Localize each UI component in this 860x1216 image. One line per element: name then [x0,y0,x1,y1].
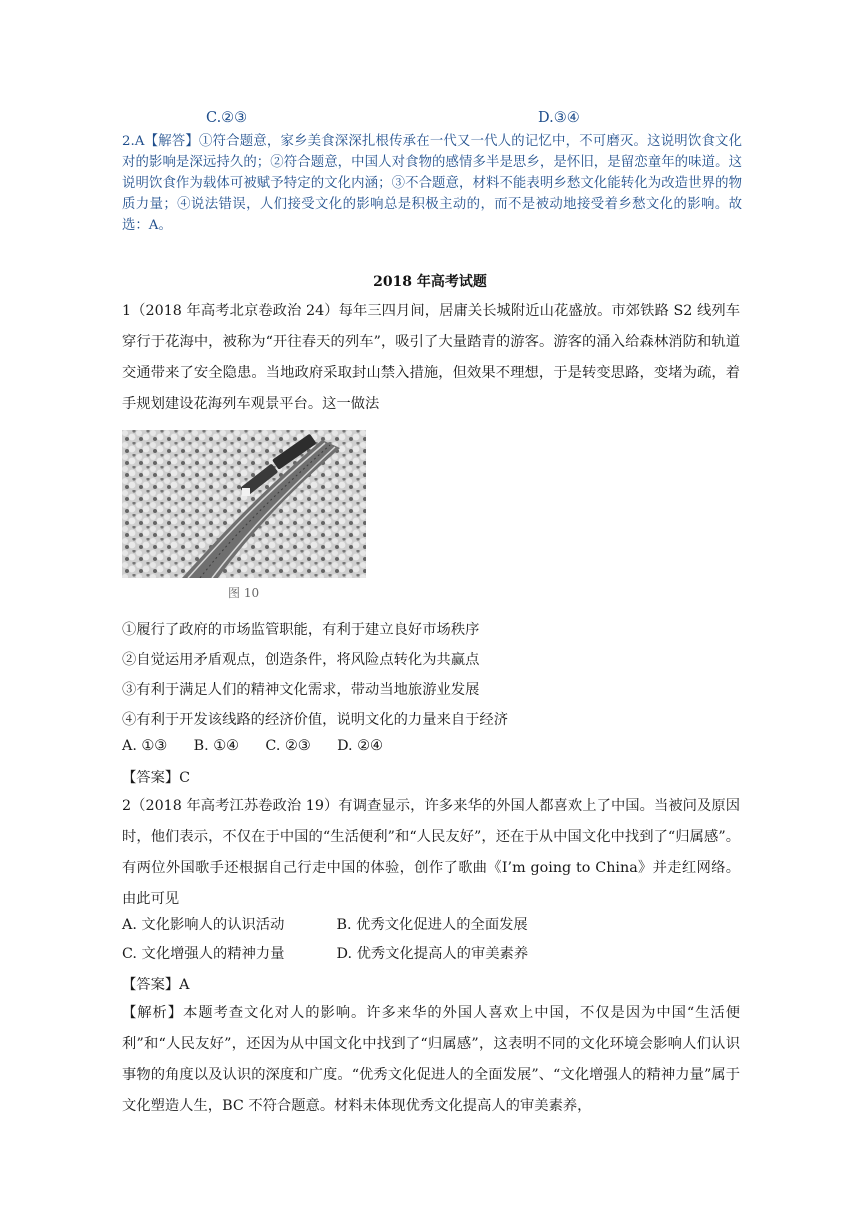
question-2-choices-row-1 [122,914,528,934]
option-c: C.②③ [206,110,248,126]
choice-d: D. 优秀文化提高人的审美素养 [336,946,529,962]
statement-4: ④有利于开发该线路的经济价值，说明文化的力量来自于经济 [122,712,509,728]
question-2-stem: 2（2018 年高考江苏卷政治 19）有调查显示，许多来华的外国人都喜欢上了中国。当被问及原因时，他们表示，不仅在于中国的“生活便利”和“人民友好”，还在于从中国文化中找到了“归属感”。有两位外国歌手还根据自己行走中国的体验，创作了歌曲《I’m going to China》并走红网络。由此可见 [122,798,740,907]
choice-c: C. 文化增强人的精神力量 [122,946,285,962]
question-1-answer: 【答案】C [122,770,191,786]
choice-b: B. 优秀文化促进人的全面发展 [336,917,528,933]
question-2-analysis: 【解析】本题考查文化对人的影响。许多来华的外国人喜欢上中国，不仅是因为中国“生活便利”和“人民友好”，还因为从中国文化中找到了“归属感”，这表明不同的文化环境会影响人们认识事物的角度以及认识的深度和广度。“优秀文化促进人的全面发展”、“文化增强人的精神力量”属于文化塑造人生，BC 不符合题意。材料未体现优秀文化提高人的审美素养， [122,1005,740,1114]
choice-a: A. 文化影响人的认识活动 [122,917,285,933]
statement-3: ③有利于满足人们的精神文化需求，带动当地旅游业发展 [122,682,480,698]
flower-train-image [122,430,366,578]
question-1-stem: 1（2018 年高考北京卷政治 24）每年三四月间，居庸关长城附近山花盛放。市郊铁路 S2 线列车穿行于花海中，被称为“开往春天的列车”，吸引了大量踏青的游客。游客的涌入给森林消防和轨道交通带来了安全隐患。当地政府采取封山禁入措施，但效果不理想，于是转变思路，变堵为疏，着手规划建设花海列车观景平台。这一做法 [122,303,740,412]
question-2-choices-row-2 [122,943,528,963]
question-1-choices [122,738,383,754]
section-title: 2018 年高考试题 [373,274,487,290]
choice-d: D. ②④ [337,738,383,754]
statement-2: ②自觉运用矛盾观点，创造条件，将风险点转化为共赢点 [122,652,480,668]
choice-b: B. ①④ [193,738,239,754]
figure-caption: 图 10 [228,586,260,600]
choice-c: C. ②③ [265,738,311,754]
option-d: D.③④ [538,110,580,126]
train-photo-figure [122,430,366,578]
statement-1: ①履行了政府的市场监管职能，有利于建立良好市场秩序 [122,622,480,638]
previous-answer-explanation: 2.A【解答】①符合题意，家乡美食深深扎根传承在一代又一代人的记忆中，不可磨灭。这说明饮食文化对的影响是深远持久的；②符合题意，中国人对食物的感情多半是思乡，是怀旧，是留恋童年的味道。这说明饮食作为载体可被赋予特定的文化内涵；③不合题意，材料不能表明乡愁文化能转化为改造世界的物质力量；④说法错误，人们接受文化的影响总是积极主动的，而不是被动地接受着乡愁文化的影响。故选：A。 [122,134,742,233]
choice-a: A. ①③ [122,738,168,754]
question-2-answer: 【答案】A [122,977,190,993]
